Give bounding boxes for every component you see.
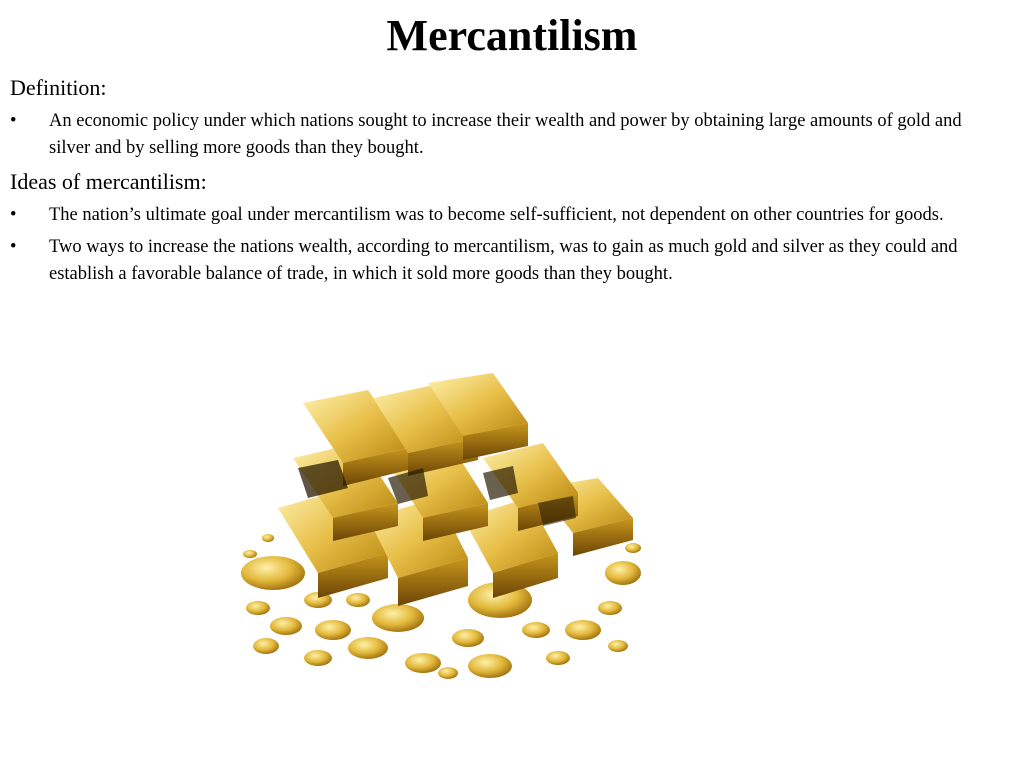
bullet-item xyxy=(10,234,1000,288)
slide-content xyxy=(10,74,1000,294)
bullet-text: Two ways to increase the nations wealth, according to mercantilism, was to gain as much gold and silver as they could and establish a favorable balance of trade, in which it sold more goods than they bought. xyxy=(49,237,958,284)
bullet-text: The nation’s ultimate goal under mercantilism was to become self-sufficient, not dependent on other countries for goods. xyxy=(49,205,944,225)
gold-bars xyxy=(278,373,633,606)
gold-bars-image xyxy=(238,368,660,690)
bullet-item xyxy=(10,202,1000,229)
bullet-mark: • xyxy=(10,111,17,131)
ideas-section xyxy=(10,168,1000,288)
definition-bullet-list xyxy=(10,108,1000,162)
ideas-bullet-list xyxy=(10,202,1000,288)
section-heading-definition: Definition: xyxy=(10,75,107,100)
section-heading-ideas: Ideas of mercantilism: xyxy=(10,169,207,194)
definition-section xyxy=(10,74,1000,162)
bullet-text: An economic policy under which nations sought to increase their wealth and power by obtaining large amounts of gold and silver and by selling more goods than they bought. xyxy=(49,111,962,158)
bullet-mark: • xyxy=(10,237,17,257)
gold-bars-illustration xyxy=(238,368,660,690)
slide-title: Mercantilism xyxy=(386,11,638,60)
bullet-mark: • xyxy=(10,205,17,225)
bullet-item xyxy=(10,108,1000,162)
